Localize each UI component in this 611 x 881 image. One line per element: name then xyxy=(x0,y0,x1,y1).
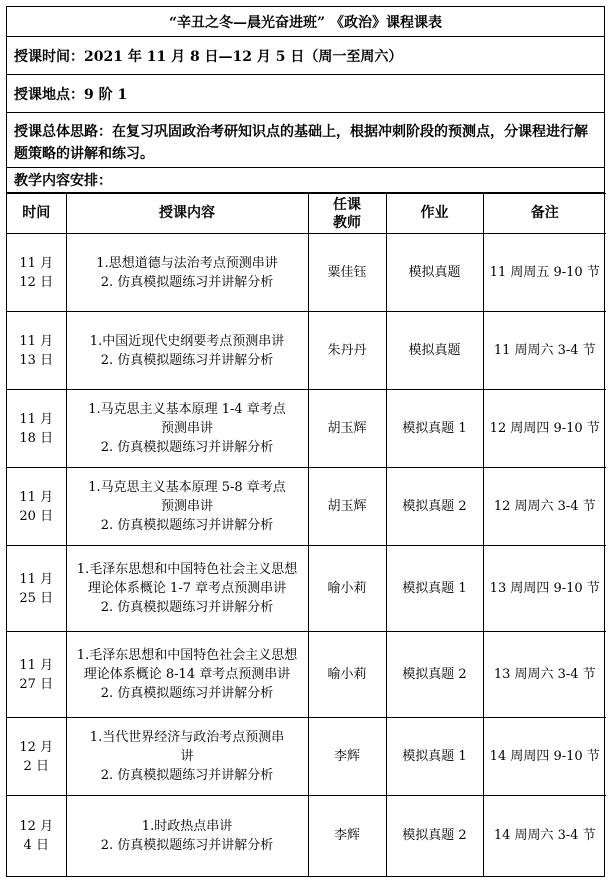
row-homework: 模拟真题 2 xyxy=(386,468,483,546)
content-line-2: 2. 仿真模拟题练习并讲解分析 xyxy=(100,274,274,290)
page-title: “辛丑之冬—晨光奋进班” 《政治》课程课表 xyxy=(7,7,604,37)
row-teacher: 粟佳钰 xyxy=(308,234,386,312)
row-content xyxy=(66,546,308,632)
content-line-1: 1.毛泽东思想和中国特色社会主义思想理论体系概论 1-7 章考点预测串讲 xyxy=(76,562,298,596)
thought-value: 在复习巩固政治考研知识点的基础上，根据冲刺阶段的预测点，分课程进行解题策略的讲解和练习。 xyxy=(14,124,588,162)
row-note: 13 周周四 9-10 节 xyxy=(483,546,606,632)
thought-info xyxy=(7,113,604,168)
row-note: 12 周周四 9-10 节 xyxy=(483,390,606,468)
time-label: 授课时间： xyxy=(14,48,84,65)
table-row xyxy=(7,312,606,390)
place-value: 9 阶 1 xyxy=(84,86,128,103)
content-line-2: 2. 仿真模拟题练习并讲解分析 xyxy=(100,518,274,533)
row-content xyxy=(66,312,308,390)
row-date: 11 月 18 日 xyxy=(7,390,66,468)
content-line-1: 1.思想道德与法治考点预测串讲 xyxy=(96,255,278,271)
content-line-1: 1.中国近现代史纲要考点预测串讲 xyxy=(89,333,285,349)
table-row xyxy=(7,632,606,718)
content-line-2: 2. 仿真模拟题练习并讲解分析 xyxy=(100,600,274,615)
row-note: 14 周周四 9-10 节 xyxy=(483,718,606,796)
time-value: 2021 年 11 月 8 日—12 月 5 日（周一至周六） xyxy=(84,48,403,65)
row-content xyxy=(66,796,308,876)
row-date: 12 月 4 日 xyxy=(7,796,66,876)
row-teacher: 朱丹丹 xyxy=(308,312,386,390)
thought-label: 授课总体思路： xyxy=(14,124,112,140)
row-date: 12 月 2 日 xyxy=(7,718,66,796)
row-content xyxy=(66,632,308,718)
row-content xyxy=(66,390,308,468)
table-row xyxy=(7,796,606,876)
row-teacher: 胡玉辉 xyxy=(308,468,386,546)
table-row xyxy=(7,468,606,546)
row-note: 12 周周六 3-4 节 xyxy=(483,468,606,546)
header-content: 授课内容 xyxy=(66,194,308,234)
row-content xyxy=(66,234,308,312)
row-teacher: 李辉 xyxy=(308,796,386,876)
schedule-table xyxy=(7,193,606,876)
row-content xyxy=(66,718,308,796)
table-header-row xyxy=(7,194,606,234)
row-date: 11 月 27 日 xyxy=(7,632,66,718)
row-date: 11 月 25 日 xyxy=(7,546,66,632)
row-content xyxy=(66,468,308,546)
schedule-sheet xyxy=(6,6,605,877)
content-line-2: 2. 仿真模拟题练习并讲解分析 xyxy=(100,440,274,455)
table-row xyxy=(7,718,606,796)
row-teacher: 喻小莉 xyxy=(308,546,386,632)
row-date: 11 月 12 日 xyxy=(7,234,66,312)
row-note: 11 周周六 3-4 节 xyxy=(483,312,606,390)
header-time: 时间 xyxy=(7,194,66,234)
arrange-label: 教学内容安排： xyxy=(7,168,604,193)
row-date: 11 月 20 日 xyxy=(7,468,66,546)
table-row xyxy=(7,390,606,468)
content-line-1: 1.马克思主义基本原理 5-8 章考点预测串讲 xyxy=(88,480,286,514)
row-homework: 模拟真题 1 xyxy=(386,718,483,796)
table-row xyxy=(7,546,606,632)
content-line-1: 1.马克思主义基本原理 1-4 章考点预测串讲 xyxy=(88,402,286,436)
place-label: 授课地点： xyxy=(14,86,84,103)
row-homework: 模拟真题 1 xyxy=(386,546,483,632)
content-line-1: 1.毛泽东思想和中国特色社会主义思想理论体系概论 8-14 章考点预测串讲 xyxy=(76,648,298,682)
row-note: 13 周周六 3-4 节 xyxy=(483,632,606,718)
content-line-2: 2. 仿真模拟题练习并讲解分析 xyxy=(100,352,274,368)
content-line-2: 2. 仿真模拟题练习并讲解分析 xyxy=(100,768,274,783)
row-homework: 模拟真题 xyxy=(386,312,483,390)
time-info xyxy=(7,37,604,75)
content-line-2: 2. 仿真模拟题练习并讲解分析 xyxy=(100,837,274,853)
row-note: 11 周周五 9-10 节 xyxy=(483,234,606,312)
row-teacher: 胡玉辉 xyxy=(308,390,386,468)
place-info xyxy=(7,75,604,113)
row-homework: 模拟真题 xyxy=(386,234,483,312)
row-teacher: 李辉 xyxy=(308,718,386,796)
row-date: 11 月 13 日 xyxy=(7,312,66,390)
row-homework: 模拟真题 1 xyxy=(386,390,483,468)
row-homework: 模拟真题 2 xyxy=(386,796,483,876)
row-note: 14 周周六 3-4 节 xyxy=(483,796,606,876)
row-teacher: 喻小莉 xyxy=(308,632,386,718)
content-line-1: 1.时政热点串讲 xyxy=(141,818,233,834)
content-line-2: 2. 仿真模拟题练习并讲解分析 xyxy=(100,686,274,701)
table-row xyxy=(7,234,606,312)
content-line-1: 1.当代世界经济与政治考点预测串讲 xyxy=(89,730,285,764)
header-homework: 作业 xyxy=(386,194,483,234)
header-note: 备注 xyxy=(483,194,606,234)
row-homework: 模拟真题 2 xyxy=(386,632,483,718)
header-teacher: 任课教师 xyxy=(308,194,386,234)
